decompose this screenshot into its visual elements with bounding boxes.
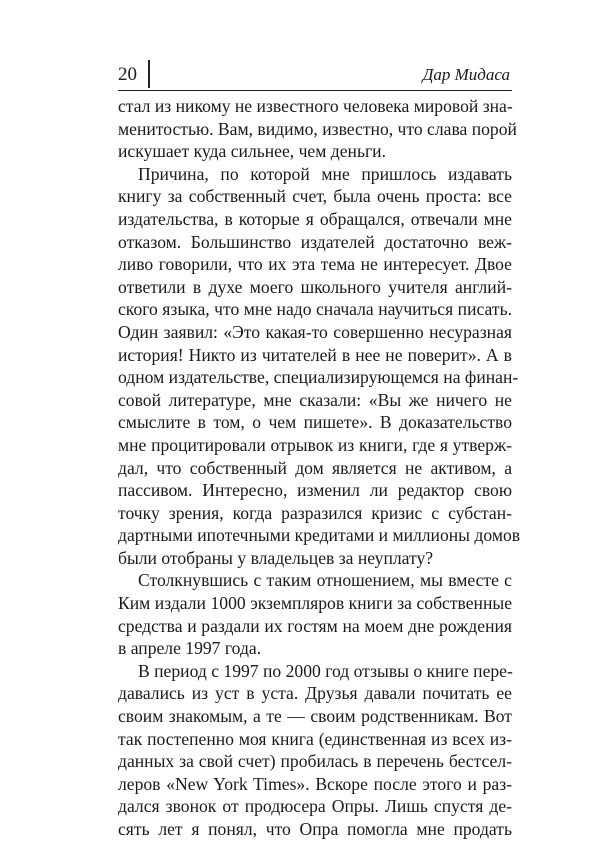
text-line: Причина, по которой мне пришлось издавать <box>138 163 512 184</box>
text-line: своим знакомым, а те — своим родственникам. Вот <box>118 706 512 727</box>
text-line: давались из уст в уста. Друзья давали почитать ее <box>118 683 512 704</box>
text-line: данных за свой счет) пробилась в перечень бестсел- <box>118 751 512 772</box>
text-line: средства и раздали их гостям на моем дне рождения <box>118 615 512 636</box>
text-line: ского языка, что мне надо сначала научиться писать. <box>118 299 512 320</box>
text-line: мне процитировали отрывок из книги, где я утверж- <box>118 434 512 455</box>
text-line: смыслите в том, о чем пишете». В доказательство <box>118 412 512 433</box>
text-line: ливо говорили, что их эта тема не интересует. Двое <box>118 254 512 275</box>
text-line: точку зрения, когда разразился кризис с субстан- <box>118 502 512 523</box>
text-line: Столкнувшись с таким отношением, мы вместе с <box>138 570 512 591</box>
text-line: сять лет я понял, что Опра помогла мне продать <box>118 819 512 839</box>
text-line: леров «New York Times». Вскоре после этого и раз- <box>118 773 512 794</box>
text-line: издательства, в которые я обращался, отвечали мне <box>118 208 512 229</box>
text-line: в апреле 1997 года. <box>118 638 262 659</box>
text-line: пассивом. Интересно, изменил ли редактор свою <box>118 480 512 501</box>
text-line: книгу за собственный счет, была очень проста: все <box>118 186 512 207</box>
text-line: ответили в духе моего школьного учителя англий- <box>118 276 512 297</box>
page-number: 20 <box>118 64 137 85</box>
body-text <box>118 95 521 841</box>
text-line: менитостью. Вам, видимо, известно, что слава порой <box>118 118 517 139</box>
text-line: дартными ипотечными кредитами и миллионы домов <box>118 525 521 546</box>
text-line: были отобраны у владельцев за неуплату? <box>118 547 434 568</box>
text-line: так постепенно моя книга (единственная из всех из- <box>118 728 512 749</box>
header-divider <box>148 60 150 88</box>
text-line: дал, что собственный дом является не активом, а <box>118 457 512 478</box>
text-line: Ким издали 1000 экземпляров книги за собственные <box>118 593 512 614</box>
text-line: отказом. Большинство издателей достаточно веж- <box>118 231 512 252</box>
text-line: Один заявил: «Это какая-то совершенно несуразная <box>118 321 512 342</box>
page-header <box>118 58 512 91</box>
running-title: Дар Мидаса <box>422 65 510 84</box>
text-line: история! Никто из читателей в нее не поверит». А в <box>118 344 512 365</box>
text-line: искушает куда сильнее, чем деньги. <box>118 141 386 162</box>
text-line: совой литературе, мне сказали: «Вы же ничего не <box>118 389 512 410</box>
text-line: В период с 1997 по 2000 год отзывы о книге пере- <box>138 660 513 681</box>
text-line: стал из никому не известного человека мировой зна- <box>118 96 513 116</box>
text-line: дался звонок от продюсера Опры. Лишь спустя де- <box>118 796 512 817</box>
text-line: одном издательстве, специализирующемся на финан- <box>118 367 519 388</box>
